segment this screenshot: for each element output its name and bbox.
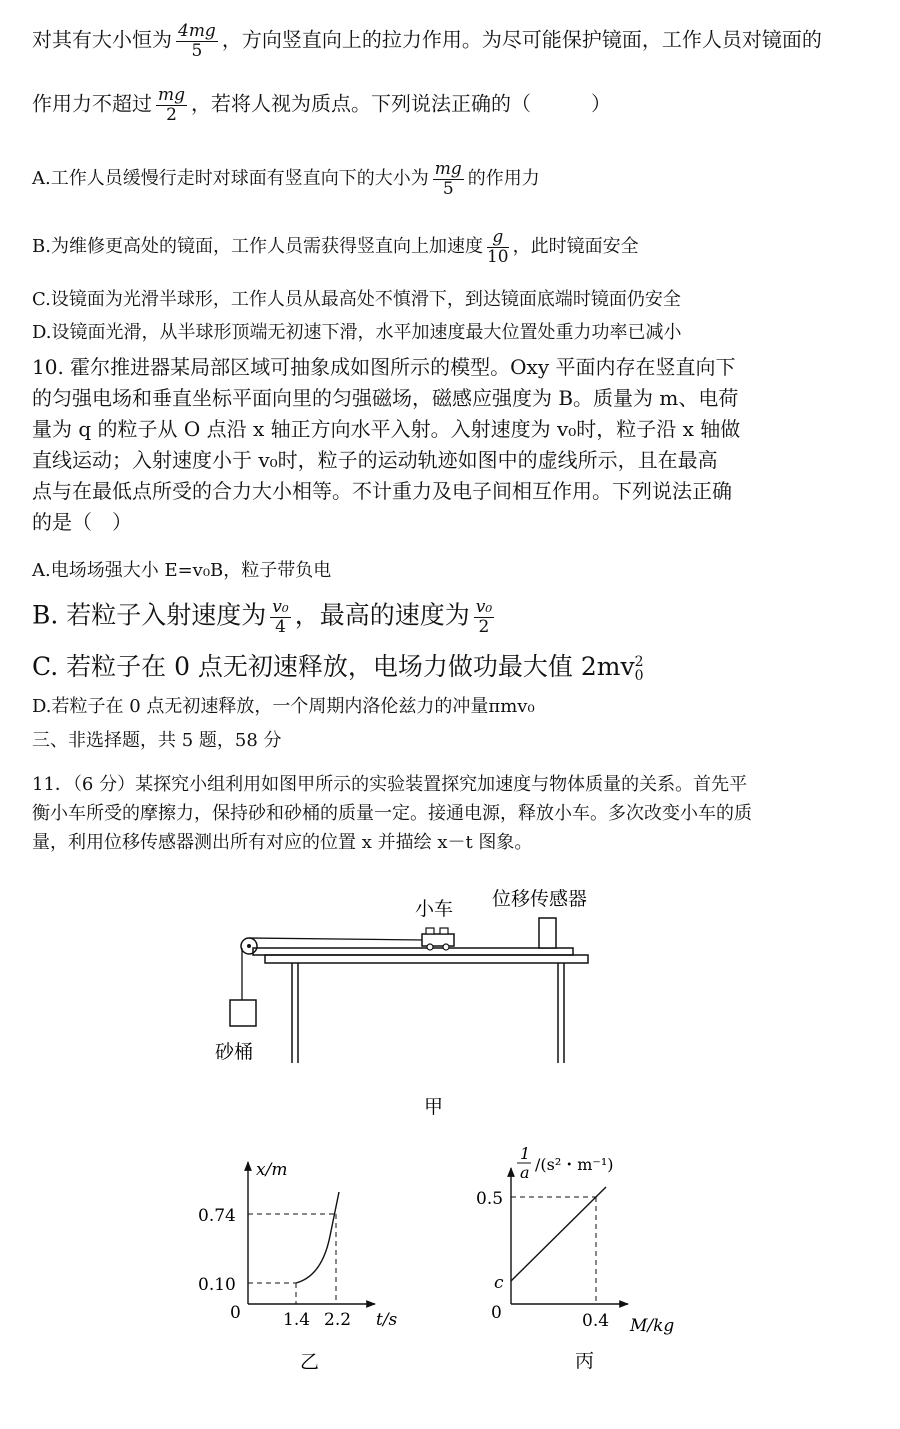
q9-line1-text-end: ，方向竖直向上的拉力作用。为尽可能保护镜面，工作人员对镜面的 bbox=[221, 27, 822, 52]
q10-line2: 的匀强电场和垂直坐标平面向里的匀强磁场，磁感应强度为 B。质量为 m、电荷 bbox=[32, 386, 739, 410]
q10-line4: 直线运动；入射速度小于 v₀时，粒子的运动轨迹如图中的虚线所示，且在最高 bbox=[32, 448, 718, 472]
q11-line3: 量，利用位移传感器测出所有对应的位置 x 并描绘 x－t 图象。 bbox=[32, 832, 533, 853]
bing-ylabel-units: /(s²・m⁻¹) bbox=[535, 1155, 614, 1174]
caption-yi: 乙 bbox=[300, 1351, 320, 1373]
q9-line2-text: 作用力不超过 bbox=[32, 91, 152, 116]
q9-line1-text: 对其有大小恒为 bbox=[32, 27, 172, 52]
q10-line1: 10. 霍尔推进器某局部区域可抽象成如图所示的模型。Oxy 平面内存在竖直向下 bbox=[32, 355, 736, 379]
q10-option-a: A.电场场强大小 E=v₀B，粒子带负电 bbox=[32, 560, 332, 581]
bing-origin: 0 bbox=[491, 1303, 502, 1323]
yi-xlabel: t/s bbox=[376, 1310, 398, 1330]
q9-option-d: D.设镜面光滑，从半球形顶端无初速下滑，水平加速度最大位置处重力功率已减小 bbox=[32, 322, 682, 343]
bing-xtick-04: 0.4 bbox=[582, 1311, 610, 1331]
yi-xtick-22: 2.2 bbox=[324, 1310, 352, 1330]
q9-line2: 作用力不超过 $\frac{mg}{2}$ ，若将人视为质点。下列说法正确的（ ） bbox=[32, 85, 612, 125]
q11-line2: 衡小车所受的摩擦力，保持砂和砂桶的质量一定。接通电源，释放小车。多次改变小车的质 bbox=[32, 803, 752, 824]
bing-line bbox=[511, 1187, 606, 1281]
superscript-subscript: 2 0 bbox=[634, 653, 644, 684]
bing-ylabel-num: 1 bbox=[520, 1144, 531, 1163]
bing-xlabel: M/kg bbox=[630, 1316, 675, 1336]
yi-ytick-010: 0.10 bbox=[198, 1275, 236, 1295]
bucket-label: 砂桶 bbox=[215, 1041, 254, 1063]
q11-line1: 11．（6 分）某探究小组利用如图甲所示的实验装置探究加速度与物体质量的关系。首先平 bbox=[32, 774, 748, 795]
fraction-4mg-5: $\frac{4mg}{5}$ bbox=[178, 21, 216, 61]
fraction-v0-4: $\frac{\text{v₀}}{4}$ bbox=[272, 597, 289, 637]
fraction-mg-5: $\frac{mg}{5}$ bbox=[434, 159, 462, 199]
q9-option-a: A.工作人员缓慢行走时对球面有竖直向下的大小为 $\frac{mg}{5}$ 的作用力 bbox=[32, 159, 540, 199]
q10-option-c: C. 若粒子在 0 点无初速释放，电场力做功最大值 2mv 2 0 bbox=[32, 652, 644, 684]
sensor-label: 位移传感器 bbox=[492, 888, 588, 910]
caption-bing: 丙 bbox=[575, 1350, 595, 1372]
q9-option-c: C.设镜面为光滑半球形，工作人员从最高处不慎滑下，到达镜面底端时镜面仍安全 bbox=[32, 289, 681, 310]
fraction-mg-2: $\frac{mg}{2}$ bbox=[158, 85, 186, 125]
bing-ytick-05: 0.5 bbox=[476, 1189, 504, 1209]
section-heading: 三、非选择题，共 5 题，58 分 bbox=[32, 730, 282, 751]
q10-line3: 量为 q 的粒子从 O 点沿 x 轴正方向水平入射。入射速度为 v₀时，粒子沿 x 轴做 bbox=[32, 417, 741, 441]
yi-ytick-074: 0.74 bbox=[198, 1206, 236, 1226]
caption-jia: 甲 bbox=[424, 1096, 444, 1118]
q10-line5: 点与在最低点所受的合力大小相等。不计重力及电子间相互作用。下列说法正确 bbox=[32, 479, 732, 503]
fraction-v0-2: $\frac{\text{v₀}}{2}$ bbox=[475, 597, 493, 637]
yi-ylabel: x/m bbox=[256, 1160, 288, 1180]
q10-option-b: B. 若粒子入射速度为 $\frac{\text{v₀}}{4}$ ，最高的速度为 $\frac{\text{v₀}}{2}$ bbox=[32, 597, 493, 637]
q10-line6: 的是（ ） bbox=[32, 510, 132, 534]
fraction-g-10: $\frac{g}{10}$ bbox=[486, 227, 509, 267]
yi-xtick-14: 1.4 bbox=[283, 1310, 311, 1330]
bing-ytick-c: c bbox=[494, 1273, 504, 1293]
q9-line2-text-end: 若将人视为质点。下列说法正确的（ ） bbox=[211, 91, 612, 116]
bing-ylabel-den: a bbox=[520, 1163, 530, 1182]
q10-option-d: D.若粒子在 0 点无初速释放，一个周期内洛伦兹力的冲量πmv₀ bbox=[32, 696, 535, 717]
yi-origin: 0 bbox=[230, 1303, 241, 1323]
q9-option-b: B.为维修更高处的镜面，工作人员需获得竖直向上加速度 $\frac{g}{10}$ ，此时镜面安全 bbox=[32, 227, 639, 267]
cart-label: 小车 bbox=[415, 898, 454, 920]
